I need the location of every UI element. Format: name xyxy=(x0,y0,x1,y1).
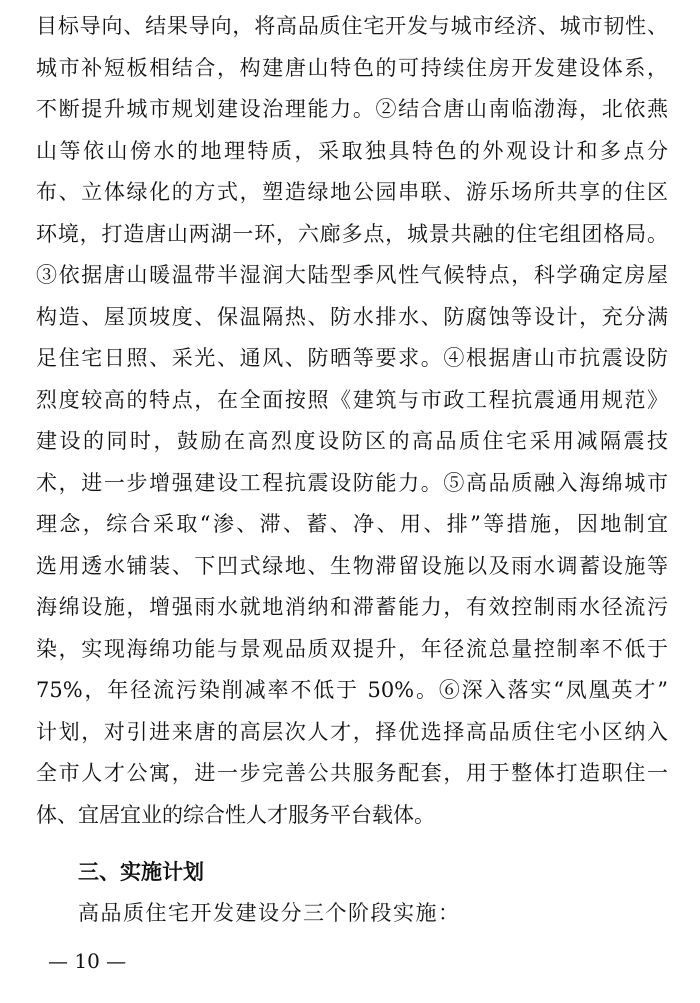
text-line: 环境，打造唐山两湖一环，六廊多点，城景共融的住宅组团格局。 xyxy=(36,221,668,246)
text-line: 75%，年径流污染削减率不低于 50%。⑥深入落实“凤凰英才” xyxy=(36,678,668,702)
section-intro-text: 高品质住宅开发建设分三个阶段实施： xyxy=(78,901,461,925)
text-line: 建设的同时，鼓励在高烈度设防区的高品质住宅采用减隔震技 xyxy=(36,429,668,453)
text-line: 体、宜居宜业的综合性人才服务平台载体。 xyxy=(36,802,435,827)
text-line: 城市补短板相结合，构建唐山特色的可持续住房开发建设体系， xyxy=(36,55,668,80)
text-line: 术，进一步增强建设工程抗震设防能力。⑤高品质融入海绵城市 xyxy=(36,470,668,495)
text-line: 计划，对引进来唐的高层次人才，择优选择高品质住宅小区纳入 xyxy=(36,719,668,744)
section-heading: 三、实施计划 xyxy=(78,860,204,884)
text-line: 布、立体绿化的方式，塑造绿地公园串联、游乐场所共享的住区 xyxy=(36,180,668,204)
text-line: 烈度较高的特点，在全面按照《建筑与市政工程抗震通用规范》 xyxy=(36,387,668,412)
text-line: 目标导向、结果导向，将高品质住宅开发与城市经济、城市韧性、 xyxy=(36,14,668,38)
text-line: 海绵设施，增强雨水就地消纳和滞蓄能力，有效控制雨水径流污 xyxy=(36,595,668,619)
text-line: 不断提升城市规划建设治理能力。②结合唐山南临渤海，北依燕 xyxy=(36,97,668,121)
body-text xyxy=(36,6,668,836)
text-line: 染，实现海绵功能与景观品质双提升，年径流总量控制率不低于 xyxy=(36,636,668,661)
text-line: ③依据唐山暖温带半湿润大陆型季风性气候特点，科学确定房屋 xyxy=(36,263,668,287)
text-line: 山等依山傍水的地理特质，采取独具特色的外观设计和多点分 xyxy=(36,138,668,163)
page-number: — 10 — xyxy=(48,949,127,973)
text-line: 选用透水铺装、下凹式绿地、生物滞留设施以及雨水调蓄设施等 xyxy=(36,553,668,578)
text-line: 全市人才公寓，进一步完善公共服务配套，用于整体打造职住一 xyxy=(36,761,668,785)
text-line: 足住宅日照、采光、通风、防晒等要求。④根据唐山市抗震设防 xyxy=(36,346,668,370)
text-line: 构造、屋顶坡度、保温隔热、防水排水、防腐蚀等设计，充分满 xyxy=(36,304,668,329)
text-line: 理念，综合采取“渗、滞、蓄、净、用、排”等措施，因地制宜 xyxy=(36,512,668,536)
